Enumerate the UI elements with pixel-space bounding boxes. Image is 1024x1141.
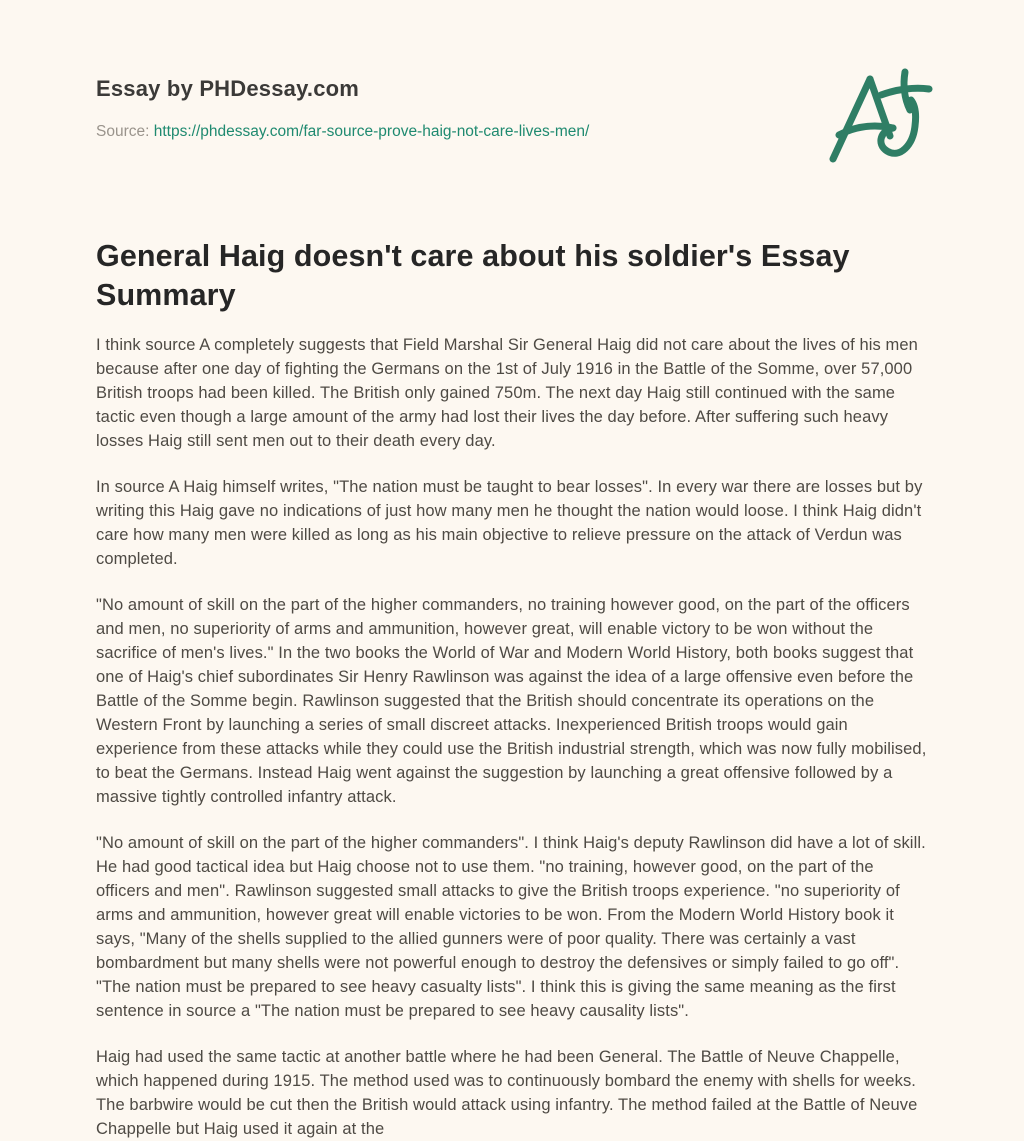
essay-paragraph: "No amount of skill on the part of the higher commanders, no training however good, on the part of the officers and men, no superiority of arms and ammunition, however great, will enable victory to be won without the sacrifice of men's lives." In the two books the World of War and Modern World History, both books suggest that one of Haig's chief subordinates Sir Henry Rawlinson was against the idea of a large offensive even before the Battle of the Somme begin. Rawlinson suggested that the British should concentrate its operations on the Western Front by launching a series of small discreet attacks. Inexperienced British troops would gain experience from these attacks while they could use the British industrial strength, which was now fully mobilised, to beat the Germans. Instead Haig went against the suggestion by launching a great offensive followed by a massive tightly controlled infantry attack. <box>96 596 927 806</box>
source-link[interactable]: https://phdessay.com/far-source-prove-haig-not-care-lives-men/ <box>153 123 590 140</box>
byline: Essay by PHDessay.com <box>96 76 360 101</box>
source-row <box>96 122 928 141</box>
essay-body <box>96 333 928 1141</box>
essay-paragraph: "No amount of skill on the part of the higher commanders". I think Haig's deputy Rawlinson did have a lot of skill. He had good tactical idea but Haig choose not to use them. "no training, however good, on the part of the officers and men". Rawlinson suggested small attacks to give the British troops experience. "no superiority of arms and ammunition, however great will enable victories to be won. From the Modern World History book it says, "Many of the shells supplied to the allied gunners were of poor quality. There was certainly a vast bombardment but many shells were not powerful enough to destroy the defensives or simply failed to go off". "The nation must be prepared to see heavy casualty lists". I think this is giving the same meaning as the first sentence in source a "The nation must be prepared to see heavy causality lists". <box>96 834 926 1020</box>
source-label: Source: <box>96 123 150 140</box>
essay-paragraph: In source A Haig himself writes, "The nation must be taught to bear losses". In every war there are losses but by writing this Haig gave no indications of just how many men he thought the nation would loose. I think Haig didn't care how many men were killed as long as his main objective to relieve pressure on the attack of Verdun was completed. <box>96 478 923 568</box>
phdessay-a-plus-logo-icon <box>820 66 938 164</box>
essay-paragraph: I think source A completely suggests that Field Marshal Sir General Haig did not care about the lives of his men because after one day of fighting the Germans on the 1st of July 1916 in the Battle of the Somme, over 57,000 British troops had been killed. The British only gained 750m. The next day Haig still continued with the same tactic even though a large amount of the army had lost their lives the day before. After suffering such heavy losses Haig still sent men out to their death every day. <box>96 336 918 450</box>
page-title: General Haig doesn't care about his soldier's Essay Summary <box>96 239 850 312</box>
essay-paragraph: Haig had used the same tactic at another battle where he had been General. The Battle of Neuve Chappelle, which happened during 1915. The method used was to continuously bombard the enemy with shells for weeks. The barbwire would be cut then the British would attack using infantry. The method failed at the Battle of Neuve Chappelle but Haig used it again at the <box>96 1048 918 1138</box>
